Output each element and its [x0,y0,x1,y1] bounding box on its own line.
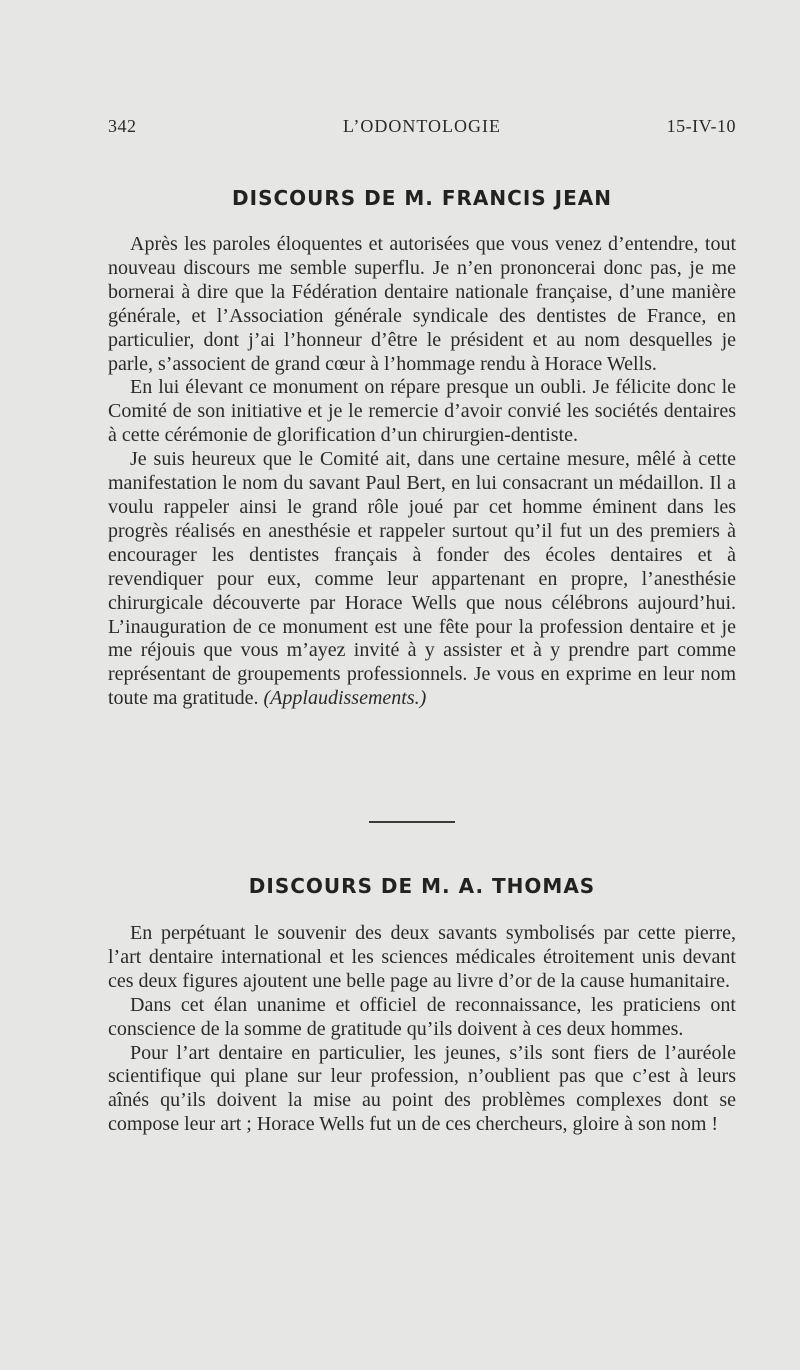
paragraph [108,448,736,711]
speech-a-thomas [108,922,736,1137]
paragraph: Dans cet élan unanime et officiel de reconnaissance, les praticiens ont conscience de la somme de gratitude qu’ils doivent à ces deux hommes. [108,993,736,1040]
section-title-francis-jean: DISCOURS DE M. FRANCIS JEAN [232,186,612,210]
section-title-a-thomas: DISCOURS DE M. A. THOMAS [248,874,596,898]
applause-note: (Applaudissements.) [263,687,427,710]
paragraph: Après les paroles éloquentes et autorisées que vous venez d’entendre, tout nouveau discours me semble superflu. Je n’en prononcerai donc pas, je me bornerai à dire que la Fédération dentaire nationale française, d’une manière générale, et l’Association générale syndicale des dentistes de France, en particulier, dont j’ai l’honneur d’être le président et au nom desquelles je parle, s’associent de grand cœur à l’hommage rendu à Horace Wells. [108,233,736,375]
journal-title: L’ODONTOLOGIE [343,116,501,136]
issue-date: 15-IV-10 [666,116,736,136]
paragraph: En lui élevant ce monument on répare presque un oubli. Je félicite donc le Comité de son initiative et je le remercie d’avoir convié les sociétés dentaires à cette cérémonie de glorification d’un chirurgien-dentiste. [108,376,736,447]
page-number: 342 [108,116,137,136]
paragraph: En perpétuant le souvenir des deux savants symbolisés par cette pierre, l’art dentaire international et les sciences médicales étroitement unis devant ces deux figures ajoutent une belle page au livre d’or de la cause humanitaire. [108,922,736,992]
speech-francis-jean [108,233,736,711]
paragraph-text: Je suis heureux que le Comité ait, dans une certaine mesure, mêlé à cette manifestation le nom du savant Paul Bert, en lui consacrant un médaillon. Il a voulu rappeler ainsi le grand rôle joué par cet homme éminent dans les progrès réalisés en anesthésie et rappeler surtout qu’il fut un des premiers à encourager les dentistes français à fonder des écoles dentaires et à revendiquer pour eux, comme leur appartenant en propre, l’anesthésie chirurgicale découverte par Horace Wells que nous célébrons aujourd’hui. L’inauguration de ce monument est une fête pour la profession dentaire et je me réjouis que vous m’ayez invité à y assister et à y prendre part comme représentant de groupements professionnels. Je vous en exprime en leur nom toute ma gratitude. [108,448,736,710]
paragraph: Pour l’art dentaire en particulier, les jeunes, s’ils sont fiers de l’auréole scientifique qui plane sur leur profession, n’oublient pas que c’est à leurs aînés qu’ils doivent la mise au point des problèmes complexes dont se compose leur art ; Horace Wells fut un de ces chercheurs, gloire à son nom ! [108,1041,736,1136]
section-divider [369,821,455,823]
running-header [108,116,736,142]
